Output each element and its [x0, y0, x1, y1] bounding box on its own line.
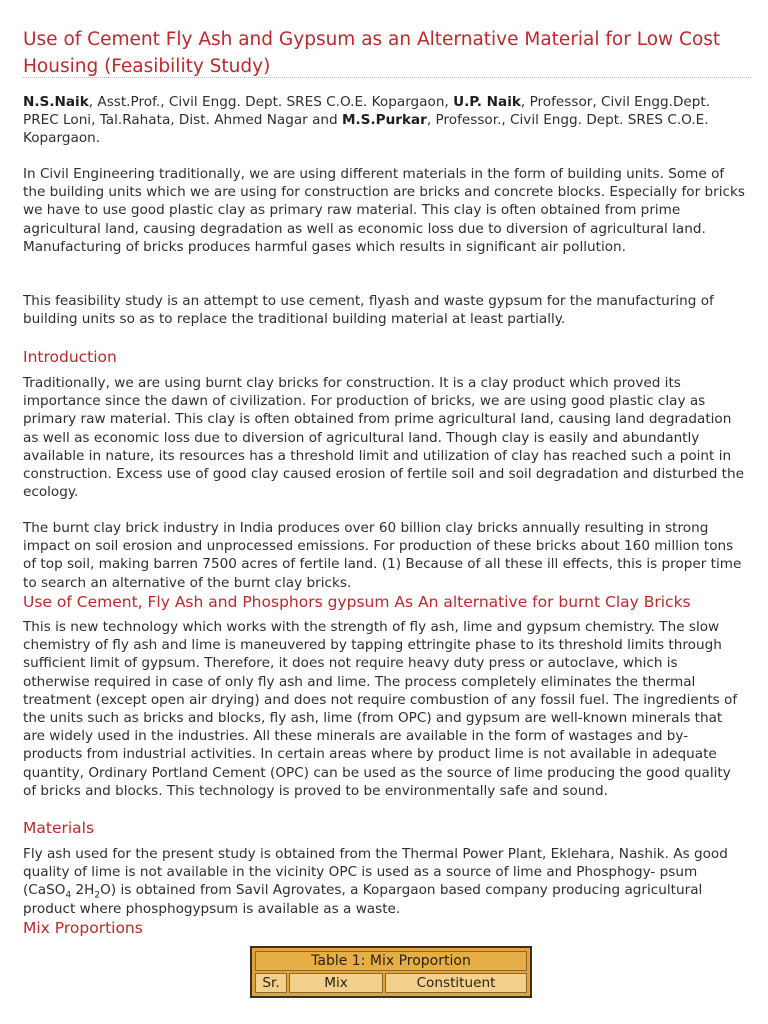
- abstract-paragraph-2: This feasibility study is an attempt to use cement, flyash and waste gypsum for the manufacturing of building units so as to replace the traditional building material at least partially.: [23, 293, 714, 328]
- introduction-heading: Introduction: [23, 348, 117, 366]
- author-2-name: U.P. Naik: [453, 94, 521, 110]
- author-line: [23, 93, 745, 148]
- introduction-paragraph-2: The burnt clay brick industry in India produces over 60 billion clay bricks annually resulting in strong impact on soil erosion and unprocessed emissions. For production of these bricks about 160 million tons of top soil, making barren 7500 acres of fertile land. (1) Because of all these ill effects, this is proper time to search an alternative of the burnt clay bricks.: [23, 520, 742, 591]
- table-header-sr: Sr.: [255, 973, 287, 993]
- table-header-mix: Mix: [289, 973, 383, 993]
- materials-heading: Materials: [23, 819, 95, 837]
- alternative-paragraph: This is new technology which works with the strength of fly ash, lime and gypsum chemistry. The slow chemistry of fly ash and lime is maneuvered by tapping ettringite phase to its threshold limits through sufficient limit of gypsum. Therefore, it does not require heavy duty press or autoclave, which is otherwise required in case of only fly ash and lime. The process completely eliminates the thermal treatment (except open air drying) and does not require combustion of any fossil fuel. The ingredients of the units such as bricks and blocks, fly ash, lime (from OPC) and gypsum are well-known minerals that are widely used in the industries. All these minerals are available in the form of wastages and by-products from industrial activities. In certain areas where by product lime is not available in adequate quantity, Ordinary Portland Cement (OPC) can be used as the source of lime producing the good quality of bricks and blocks. This technology is proved to be environmentally safe and sound.: [23, 619, 738, 799]
- materials-text-middle: 2H: [71, 882, 95, 899]
- hydrogen-subscript: 2: [94, 891, 101, 902]
- document-title: Use of Cement Fly Ash and Gypsum as an Alternative Material for Low Cost Housing (Feasibility Study): [23, 29, 721, 77]
- author-1-name: N.S.Naik: [23, 94, 89, 110]
- introduction-paragraph-1: Traditionally, we are using burnt clay bricks for construction. It is a clay product which proved its importance since the dawn of civilization. For production of bricks, we are using good plastic clay as primary raw material. This clay is often obtained from prime agricultural land, causing land degradation as well as economic loss due to diversion of agricultural land. Though clay is easily and abundantly available in nature, its resources has a threshold limit and utilization of clay has reached such a point in construction. Excess use of good clay caused erosion of fertile soil and soil degradation and disturbed the ecology.: [23, 375, 744, 501]
- author-2-affiliation: , Professor, Civil Engg.Dept. PREC Loni, Tal.Rahata, Dist. Ahmed Nagar and: [23, 94, 711, 129]
- materials-text-start: Fly ash used for the present study is obtained from the Thermal Power Plant, Eklehara, Nashik. As good quality of lime is not available in the vicinity OPC is used as a source of lime and Phosphogy- psum (CaSO: [23, 846, 728, 899]
- title-divider: [23, 77, 751, 78]
- materials-text-end: O) is obtained from Savil Agrovates, a Kopargaon based company producing agricultural product where phosphogypsum is available as a waste.: [23, 882, 703, 917]
- table-caption: Table 1: Mix Proportion: [255, 951, 527, 971]
- sulfate-subscript: 4: [65, 891, 72, 902]
- author-1-affiliation: , Asst.Prof., Civil Engg. Dept. SRES C.O.E. Kopargaon,: [88, 94, 454, 110]
- abstract-paragraph-1: In Civil Engineering traditionally, we are using different materials in the form of building units. Some of the building units which we are using for construction are bricks and concrete blocks. Especially for bricks we have to use good plastic clay as primary raw material. This clay is often obtained from prime agricultural land, causing degradation as well as economic loss due to diversion of agricultural land. Manufacturing of bricks produces harmful gases which results in significant air pollution.: [23, 166, 745, 255]
- author-3-affiliation: , Professor., Civil Engg. Dept. SRES C.O.E. Kopargaon.: [23, 112, 709, 147]
- mix-proportion-table: [250, 946, 532, 998]
- mix-proportions-heading: Mix Proportions: [23, 919, 143, 937]
- alternative-heading: Use of Cement, Fly Ash and Phosphors gypsum As An alternative for burnt Clay Bricks: [23, 593, 691, 611]
- table-header-constituent: Constituent: [385, 973, 527, 993]
- materials-paragraph: [23, 845, 745, 918]
- author-3-name: M.S.Purkar: [341, 112, 427, 129]
